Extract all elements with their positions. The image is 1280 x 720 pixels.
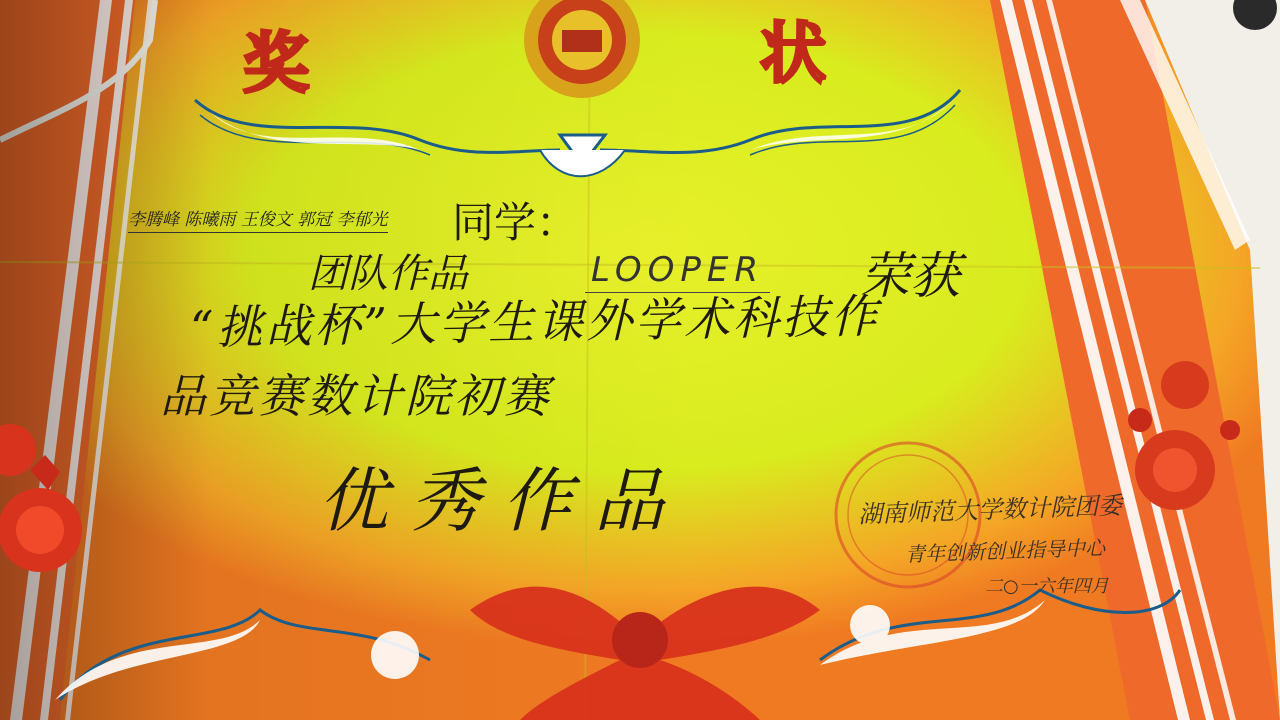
issue-date: 二○一六年四月	[985, 576, 1109, 597]
award-level: 优秀作品	[318, 460, 686, 542]
competition-name-line-1: “挑战杯”大学生课外学术科技作	[189, 288, 881, 355]
team-name: LOOPER	[585, 250, 770, 293]
certificate-title-right: 状	[760, 15, 826, 92]
issuer-line-2: 青年创新创业指导中心	[904, 535, 1106, 567]
award-verb: 荣获	[860, 247, 960, 305]
recipient-names: 李腾峰 陈曦雨 王俊文 郭冠 李郁光	[128, 205, 388, 233]
team-work-label: 团队作品	[308, 251, 468, 297]
competition-name-line-2: 品竞赛数计院初赛	[160, 369, 552, 423]
salutation: 同学：	[452, 198, 579, 247]
issuer-line-1: 湖南师范大学数计院团委	[857, 491, 1123, 529]
certificate-title-left: 奖	[243, 25, 311, 102]
